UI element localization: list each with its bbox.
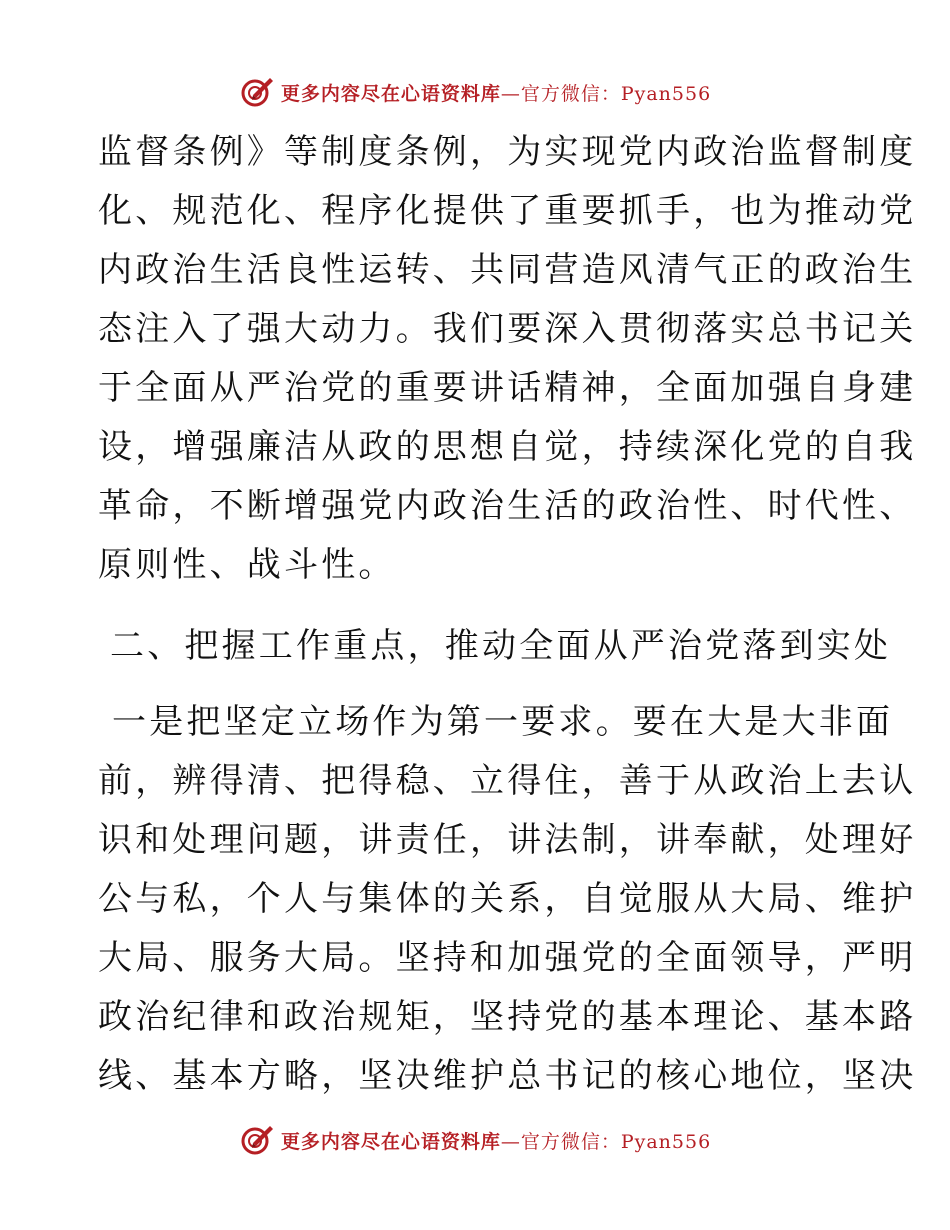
text-line: 态注入了强大动力。我们要深入贯彻落实总书记关 [98, 309, 917, 349]
text-line: 公与私，个人与集体的关系，自觉服从大局、维护 [98, 879, 917, 919]
text-line: 政治纪律和政治规矩，坚持党的基本理论、基本路 [98, 997, 917, 1037]
watermark-dash: — [500, 82, 521, 105]
text-line: 化、规范化、程序化提供了重要抓手，也为推动党 [98, 191, 917, 231]
watermark-suffix: 官方微信：Pyan556 [520, 1130, 712, 1153]
text-line: 识和处理问题，讲责任，讲法制，讲奉献，处理好 [98, 820, 917, 860]
text-line: 内政治生活良性运转、共同营造风清气正的政治生 [98, 250, 917, 290]
text-line: 监督条例》等制度条例，为实现党内政治监督制度 [98, 132, 917, 172]
document-body [98, 123, 917, 1106]
header-watermark [0, 72, 950, 112]
pen-circle-logo-icon [239, 74, 275, 110]
watermark-suffix: 官方微信：Pyan556 [520, 82, 712, 105]
text-line: 大局、服务大局。坚持和加强党的全面领导，严明 [98, 938, 917, 978]
text-line: 原则性、战斗性。 [98, 545, 396, 585]
text-line: 线、基本方略，坚决维护总书记的核心地位，坚决 [98, 1056, 917, 1096]
watermark-main: 更多内容尽在心语资料库 [280, 1130, 501, 1153]
text-line: 一是把坚定立场作为第一要求。要在大是大非面 [112, 702, 894, 742]
watermark-dash: — [500, 1130, 521, 1153]
text-line: 前，辨得清、把得稳、立得住，善于从政治上去认 [98, 761, 917, 801]
pen-circle-logo-icon [239, 1122, 275, 1158]
text-line: 设，增强廉洁从政的思想自觉，持续深化党的自我 [98, 427, 917, 467]
text-line: 革命，不断增强党内政治生活的政治性、时代性、 [98, 486, 917, 526]
footer-watermark [0, 1120, 950, 1160]
watermark-text [281, 79, 711, 106]
section-heading: 二、把握工作重点，推动全面从严治党落到实处 [110, 626, 892, 666]
watermark-text [281, 1127, 711, 1154]
text-line: 于全面从严治党的重要讲话精神，全面加强自身建 [98, 368, 917, 408]
watermark-main: 更多内容尽在心语资料库 [280, 82, 501, 105]
